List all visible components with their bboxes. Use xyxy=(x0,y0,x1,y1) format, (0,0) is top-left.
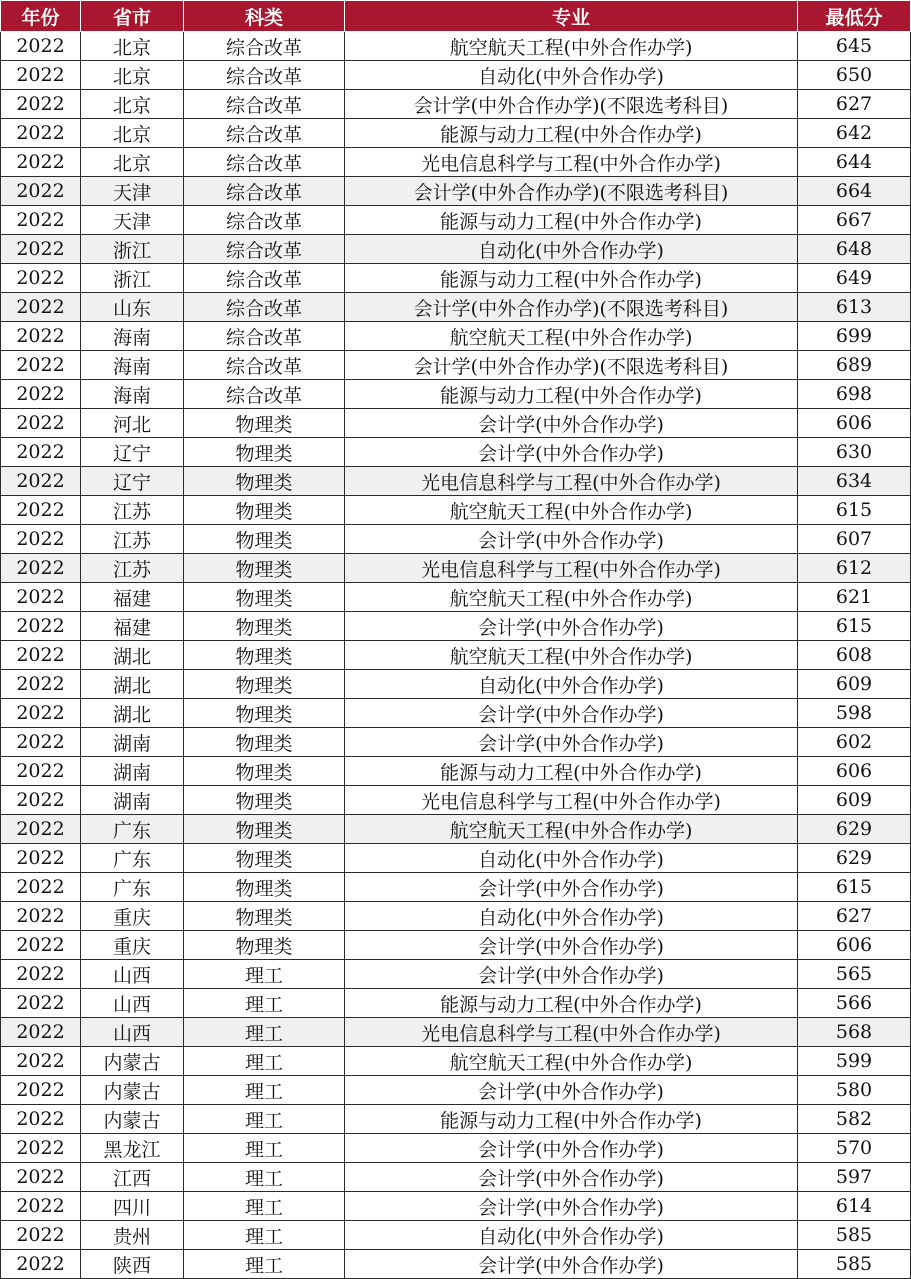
table-row xyxy=(1,525,911,554)
table-row xyxy=(1,641,911,670)
cell-year: 2022 xyxy=(1,844,81,873)
cell-province: 湖南 xyxy=(81,786,184,815)
cell-min-score: 644 xyxy=(798,148,911,177)
cell-year: 2022 xyxy=(1,148,81,177)
cell-major: 自动化(中外合作办学) xyxy=(345,61,798,90)
cell-province: 四川 xyxy=(81,1192,184,1221)
cell-year: 2022 xyxy=(1,815,81,844)
cell-province: 天津 xyxy=(81,206,184,235)
cell-year: 2022 xyxy=(1,438,81,467)
table-body xyxy=(1,32,911,1279)
cell-major: 航空航天工程(中外合作办学) xyxy=(345,496,798,525)
cell-major: 能源与动力工程(中外合作办学) xyxy=(345,380,798,409)
cell-year: 2022 xyxy=(1,32,81,61)
cell-major: 会计学(中外合作办学) xyxy=(345,1076,798,1105)
cell-major: 会计学(中外合作办学)(不限选考科目) xyxy=(345,177,798,206)
cell-major: 航空航天工程(中外合作办学) xyxy=(345,322,798,351)
cell-category: 物理类 xyxy=(184,786,345,815)
cell-major: 光电信息科学与工程(中外合作办学) xyxy=(345,554,798,583)
cell-province: 广东 xyxy=(81,873,184,902)
cell-category: 物理类 xyxy=(184,583,345,612)
cell-major: 自动化(中外合作办学) xyxy=(345,670,798,699)
cell-major: 会计学(中外合作办学) xyxy=(345,1163,798,1192)
cell-year: 2022 xyxy=(1,960,81,989)
cell-min-score: 613 xyxy=(798,293,911,322)
cell-year: 2022 xyxy=(1,641,81,670)
header-category: 科类 xyxy=(184,1,345,32)
cell-min-score: 645 xyxy=(798,32,911,61)
table-row xyxy=(1,1134,911,1163)
cell-min-score: 609 xyxy=(798,786,911,815)
cell-year: 2022 xyxy=(1,757,81,786)
cell-category: 综合改革 xyxy=(184,119,345,148)
cell-year: 2022 xyxy=(1,61,81,90)
cell-major: 能源与动力工程(中外合作办学) xyxy=(345,1105,798,1134)
table-row xyxy=(1,235,911,264)
cell-province: 海南 xyxy=(81,322,184,351)
header-province: 省市 xyxy=(81,1,184,32)
table-row xyxy=(1,1076,911,1105)
table-row xyxy=(1,612,911,641)
cell-min-score: 627 xyxy=(798,90,911,119)
cell-category: 物理类 xyxy=(184,844,345,873)
cell-year: 2022 xyxy=(1,1134,81,1163)
cell-year: 2022 xyxy=(1,380,81,409)
cell-min-score: 615 xyxy=(798,496,911,525)
table-row xyxy=(1,670,911,699)
table-row xyxy=(1,554,911,583)
cell-province: 江苏 xyxy=(81,496,184,525)
cell-min-score: 566 xyxy=(798,989,911,1018)
cell-province: 北京 xyxy=(81,61,184,90)
table-row xyxy=(1,119,911,148)
cell-category: 物理类 xyxy=(184,815,345,844)
cell-min-score: 585 xyxy=(798,1250,911,1279)
header-major: 专业 xyxy=(345,1,798,32)
table-row xyxy=(1,786,911,815)
table-row xyxy=(1,583,911,612)
cell-year: 2022 xyxy=(1,467,81,496)
cell-year: 2022 xyxy=(1,1192,81,1221)
table-row xyxy=(1,1250,911,1279)
table-row xyxy=(1,815,911,844)
cell-province: 内蒙古 xyxy=(81,1047,184,1076)
header-row xyxy=(1,1,911,32)
cell-category: 物理类 xyxy=(184,467,345,496)
cell-category: 综合改革 xyxy=(184,90,345,119)
cell-category: 物理类 xyxy=(184,699,345,728)
cell-year: 2022 xyxy=(1,1105,81,1134)
cell-category: 物理类 xyxy=(184,525,345,554)
cell-min-score: 615 xyxy=(798,612,911,641)
cell-year: 2022 xyxy=(1,1047,81,1076)
table-row xyxy=(1,467,911,496)
cell-major: 能源与动力工程(中外合作办学) xyxy=(345,989,798,1018)
cell-province: 山西 xyxy=(81,1018,184,1047)
cell-major: 自动化(中外合作办学) xyxy=(345,1221,798,1250)
table-row xyxy=(1,32,911,61)
cell-category: 物理类 xyxy=(184,931,345,960)
cell-category: 理工 xyxy=(184,1018,345,1047)
cell-min-score: 615 xyxy=(798,873,911,902)
cell-major: 自动化(中外合作办学) xyxy=(345,902,798,931)
cell-major: 能源与动力工程(中外合作办学) xyxy=(345,206,798,235)
cell-min-score: 597 xyxy=(798,1163,911,1192)
table-row xyxy=(1,206,911,235)
cell-category: 物理类 xyxy=(184,873,345,902)
cell-province: 广东 xyxy=(81,815,184,844)
cell-year: 2022 xyxy=(1,786,81,815)
cell-year: 2022 xyxy=(1,989,81,1018)
header-year: 年份 xyxy=(1,1,81,32)
cell-province: 天津 xyxy=(81,177,184,206)
cell-min-score: 642 xyxy=(798,119,911,148)
cell-province: 江西 xyxy=(81,1163,184,1192)
cell-min-score: 608 xyxy=(798,641,911,670)
cell-year: 2022 xyxy=(1,554,81,583)
cell-province: 浙江 xyxy=(81,235,184,264)
cell-min-score: 585 xyxy=(798,1221,911,1250)
cell-year: 2022 xyxy=(1,235,81,264)
table-row xyxy=(1,1221,911,1250)
table-row xyxy=(1,1018,911,1047)
table-row xyxy=(1,61,911,90)
cell-category: 综合改革 xyxy=(184,177,345,206)
cell-category: 综合改革 xyxy=(184,380,345,409)
table-row xyxy=(1,960,911,989)
cell-min-score: 602 xyxy=(798,728,911,757)
cell-province: 山西 xyxy=(81,960,184,989)
cell-min-score: 689 xyxy=(798,351,911,380)
cell-major: 航空航天工程(中外合作办学) xyxy=(345,641,798,670)
cell-category: 综合改革 xyxy=(184,264,345,293)
cell-year: 2022 xyxy=(1,873,81,902)
cell-major: 能源与动力工程(中外合作办学) xyxy=(345,119,798,148)
cell-major: 光电信息科学与工程(中外合作办学) xyxy=(345,467,798,496)
cell-province: 内蒙古 xyxy=(81,1076,184,1105)
cell-province: 辽宁 xyxy=(81,438,184,467)
cell-major: 会计学(中外合作办学) xyxy=(345,612,798,641)
cell-category: 理工 xyxy=(184,989,345,1018)
cell-min-score: 648 xyxy=(798,235,911,264)
table-row xyxy=(1,438,911,467)
cell-province: 广东 xyxy=(81,844,184,873)
table-row xyxy=(1,728,911,757)
cell-min-score: 606 xyxy=(798,931,911,960)
cell-category: 综合改革 xyxy=(184,32,345,61)
cell-major: 会计学(中外合作办学) xyxy=(345,873,798,902)
cell-major: 会计学(中外合作办学) xyxy=(345,960,798,989)
cell-province: 海南 xyxy=(81,380,184,409)
cell-min-score: 627 xyxy=(798,902,911,931)
cell-major: 能源与动力工程(中外合作办学) xyxy=(345,757,798,786)
cell-province: 江苏 xyxy=(81,554,184,583)
cell-min-score: 698 xyxy=(798,380,911,409)
cell-category: 综合改革 xyxy=(184,322,345,351)
cell-major: 会计学(中外合作办学) xyxy=(345,409,798,438)
header-min-score: 最低分 xyxy=(798,1,911,32)
cell-min-score: 606 xyxy=(798,757,911,786)
cell-year: 2022 xyxy=(1,612,81,641)
cell-province: 江苏 xyxy=(81,525,184,554)
cell-major: 会计学(中外合作办学) xyxy=(345,438,798,467)
cell-major: 会计学(中外合作办学) xyxy=(345,1250,798,1279)
cell-province: 湖南 xyxy=(81,728,184,757)
cell-min-score: 664 xyxy=(798,177,911,206)
cell-category: 理工 xyxy=(184,1076,345,1105)
cell-min-score: 614 xyxy=(798,1192,911,1221)
cell-province: 内蒙古 xyxy=(81,1105,184,1134)
cell-year: 2022 xyxy=(1,699,81,728)
cell-min-score: 598 xyxy=(798,699,911,728)
cell-major: 会计学(中外合作办学)(不限选考科目) xyxy=(345,293,798,322)
cell-province: 贵州 xyxy=(81,1221,184,1250)
cell-category: 理工 xyxy=(184,1047,345,1076)
table-row xyxy=(1,844,911,873)
cell-year: 2022 xyxy=(1,728,81,757)
cell-min-score: 629 xyxy=(798,844,911,873)
cell-year: 2022 xyxy=(1,177,81,206)
cell-major: 光电信息科学与工程(中外合作办学) xyxy=(345,148,798,177)
cell-year: 2022 xyxy=(1,1163,81,1192)
table-row xyxy=(1,264,911,293)
cell-year: 2022 xyxy=(1,1250,81,1279)
cell-category: 物理类 xyxy=(184,757,345,786)
cell-major: 会计学(中外合作办学) xyxy=(345,699,798,728)
cell-province: 山东 xyxy=(81,293,184,322)
cell-category: 物理类 xyxy=(184,409,345,438)
cell-min-score: 650 xyxy=(798,61,911,90)
cell-major: 会计学(中外合作办学) xyxy=(345,1192,798,1221)
cell-category: 物理类 xyxy=(184,496,345,525)
table-row xyxy=(1,989,911,1018)
cell-min-score: 699 xyxy=(798,322,911,351)
cell-province: 北京 xyxy=(81,119,184,148)
cell-category: 理工 xyxy=(184,1192,345,1221)
cell-category: 物理类 xyxy=(184,554,345,583)
cell-year: 2022 xyxy=(1,206,81,235)
table-row xyxy=(1,380,911,409)
cell-year: 2022 xyxy=(1,293,81,322)
cell-province: 海南 xyxy=(81,351,184,380)
cell-province: 北京 xyxy=(81,32,184,61)
cell-year: 2022 xyxy=(1,496,81,525)
cell-major: 光电信息科学与工程(中外合作办学) xyxy=(345,786,798,815)
cell-province: 山西 xyxy=(81,989,184,1018)
table-row xyxy=(1,409,911,438)
cell-min-score: 568 xyxy=(798,1018,911,1047)
cell-major: 光电信息科学与工程(中外合作办学) xyxy=(345,1018,798,1047)
cell-category: 综合改革 xyxy=(184,61,345,90)
cell-min-score: 570 xyxy=(798,1134,911,1163)
cell-category: 理工 xyxy=(184,1221,345,1250)
cell-category: 理工 xyxy=(184,1105,345,1134)
cell-province: 北京 xyxy=(81,148,184,177)
cell-year: 2022 xyxy=(1,902,81,931)
cell-major: 航空航天工程(中外合作办学) xyxy=(345,815,798,844)
cell-min-score: 649 xyxy=(798,264,911,293)
cell-category: 物理类 xyxy=(184,670,345,699)
cell-min-score: 630 xyxy=(798,438,911,467)
cell-major: 会计学(中外合作办学)(不限选考科目) xyxy=(345,351,798,380)
cell-category: 物理类 xyxy=(184,438,345,467)
table-row xyxy=(1,931,911,960)
cell-category: 理工 xyxy=(184,1250,345,1279)
table-row xyxy=(1,322,911,351)
cell-min-score: 565 xyxy=(798,960,911,989)
cell-province: 湖北 xyxy=(81,641,184,670)
cell-min-score: 607 xyxy=(798,525,911,554)
table-row xyxy=(1,90,911,119)
cell-year: 2022 xyxy=(1,409,81,438)
table-row xyxy=(1,873,911,902)
cell-major: 会计学(中外合作办学) xyxy=(345,728,798,757)
table-row xyxy=(1,293,911,322)
cell-category: 综合改革 xyxy=(184,148,345,177)
cell-min-score: 582 xyxy=(798,1105,911,1134)
cell-major: 会计学(中外合作办学) xyxy=(345,525,798,554)
cell-category: 理工 xyxy=(184,1163,345,1192)
cell-province: 陕西 xyxy=(81,1250,184,1279)
cell-category: 理工 xyxy=(184,1134,345,1163)
cell-major: 自动化(中外合作办学) xyxy=(345,844,798,873)
cell-min-score: 667 xyxy=(798,206,911,235)
cell-min-score: 609 xyxy=(798,670,911,699)
cell-major: 会计学(中外合作办学)(不限选考科目) xyxy=(345,90,798,119)
cell-category: 物理类 xyxy=(184,902,345,931)
cell-year: 2022 xyxy=(1,1221,81,1250)
cell-province: 福建 xyxy=(81,583,184,612)
cell-province: 湖北 xyxy=(81,699,184,728)
table-row xyxy=(1,1192,911,1221)
cell-major: 能源与动力工程(中外合作办学) xyxy=(345,264,798,293)
cell-category: 物理类 xyxy=(184,728,345,757)
cell-min-score: 621 xyxy=(798,583,911,612)
cell-major: 航空航天工程(中外合作办学) xyxy=(345,583,798,612)
cell-year: 2022 xyxy=(1,525,81,554)
cell-category: 综合改革 xyxy=(184,293,345,322)
cell-year: 2022 xyxy=(1,90,81,119)
cell-min-score: 606 xyxy=(798,409,911,438)
cell-major: 航空航天工程(中外合作办学) xyxy=(345,1047,798,1076)
cell-category: 综合改革 xyxy=(184,351,345,380)
cell-province: 辽宁 xyxy=(81,467,184,496)
cell-major: 会计学(中外合作办学) xyxy=(345,931,798,960)
cell-year: 2022 xyxy=(1,119,81,148)
cell-year: 2022 xyxy=(1,351,81,380)
table-row xyxy=(1,757,911,786)
cell-year: 2022 xyxy=(1,670,81,699)
cell-year: 2022 xyxy=(1,583,81,612)
cell-year: 2022 xyxy=(1,1076,81,1105)
cell-province: 重庆 xyxy=(81,902,184,931)
table-row xyxy=(1,1163,911,1192)
cell-major: 航空航天工程(中外合作办学) xyxy=(345,32,798,61)
cell-province: 湖南 xyxy=(81,757,184,786)
cell-year: 2022 xyxy=(1,931,81,960)
cell-province: 湖北 xyxy=(81,670,184,699)
table-row xyxy=(1,699,911,728)
cell-category: 物理类 xyxy=(184,641,345,670)
cell-province: 浙江 xyxy=(81,264,184,293)
cell-min-score: 612 xyxy=(798,554,911,583)
cell-province: 黑龙江 xyxy=(81,1134,184,1163)
cell-year: 2022 xyxy=(1,322,81,351)
cell-major: 会计学(中外合作办学) xyxy=(345,1134,798,1163)
cell-province: 北京 xyxy=(81,90,184,119)
table-row xyxy=(1,1047,911,1076)
cell-min-score: 580 xyxy=(798,1076,911,1105)
cell-year: 2022 xyxy=(1,1018,81,1047)
cell-province: 福建 xyxy=(81,612,184,641)
table-row xyxy=(1,496,911,525)
cell-min-score: 599 xyxy=(798,1047,911,1076)
cell-province: 河北 xyxy=(81,409,184,438)
cell-category: 理工 xyxy=(184,960,345,989)
table-row xyxy=(1,351,911,380)
cell-category: 物理类 xyxy=(184,612,345,641)
table-row xyxy=(1,902,911,931)
cell-category: 综合改革 xyxy=(184,206,345,235)
cell-province: 重庆 xyxy=(81,931,184,960)
table-row xyxy=(1,177,911,206)
table-row xyxy=(1,1105,911,1134)
cell-category: 综合改革 xyxy=(184,235,345,264)
table-row xyxy=(1,148,911,177)
cell-min-score: 634 xyxy=(798,467,911,496)
cell-min-score: 629 xyxy=(798,815,911,844)
cell-year: 2022 xyxy=(1,264,81,293)
cell-major: 自动化(中外合作办学) xyxy=(345,235,798,264)
